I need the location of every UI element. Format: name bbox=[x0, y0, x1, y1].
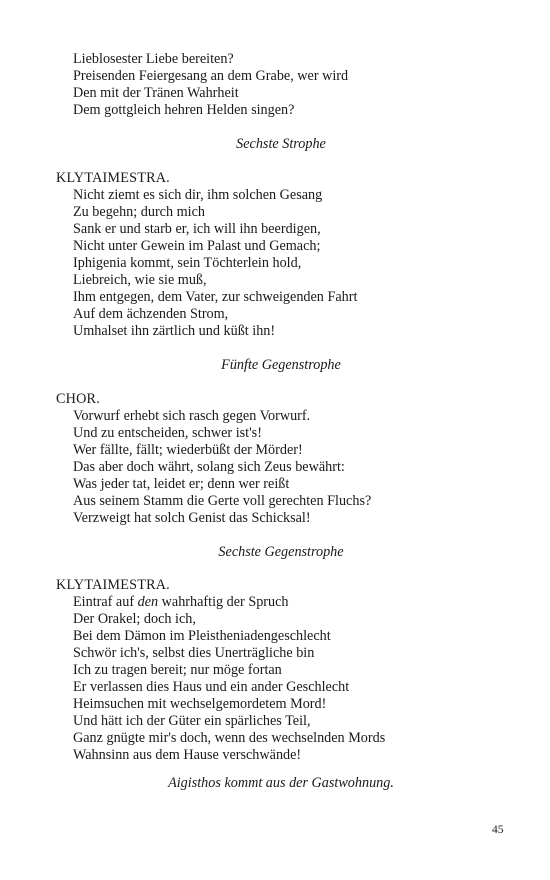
verse-line-start: Eintraf auf bbox=[73, 594, 135, 610]
verse-line: Wahnsinn aus dem Hause verschwände! bbox=[73, 747, 302, 763]
stage-direction: Aigisthos kommt aus der Gastwohnung. bbox=[168, 775, 394, 791]
verse-line: Und zu entscheiden, schwer ist's! bbox=[73, 425, 262, 441]
verse-line: Das aber doch währt, solang sich Zeus bewährt: bbox=[73, 459, 345, 475]
speaker-name: KLYTAIMESTRA. bbox=[56, 577, 170, 593]
verse-line: Liebreich, wie sie muß, bbox=[73, 272, 207, 288]
verse-line: Heimsuchen mit wechselgemordetem Mord! bbox=[73, 696, 327, 712]
verse-line-rest: wahrhaftig der Spruch bbox=[158, 594, 289, 610]
speaker-name: CHOR. bbox=[56, 391, 100, 407]
verse-line: Ich zu tragen bereit; nur möge fortan bbox=[73, 662, 282, 678]
verse-line: Ihm entgegen, dem Vater, zur schweigenden Fahrt bbox=[73, 289, 358, 305]
verse-line: Lieblosester Liebe bereiten? bbox=[73, 51, 234, 67]
speaker-name: KLYTAIMESTRA. bbox=[56, 170, 170, 186]
verse-line: Den mit der Tränen Wahrheit bbox=[73, 85, 239, 101]
section-heading: Sechste Gegenstrophe bbox=[218, 544, 344, 560]
verse-line: Wer fällte, fällt; wiederbüßt der Mörder! bbox=[73, 442, 303, 458]
verse-line: Ganz gnügte mir's doch, wenn des wechselnden Mords bbox=[73, 730, 386, 746]
verse-line: Iphigenia kommt, sein Töchterlein hold, bbox=[73, 255, 302, 271]
emphasized-word: den bbox=[137, 594, 159, 610]
verse-line: Sank er und starb er, ich will ihn beerdigen, bbox=[73, 221, 321, 237]
verse-line: Nicht ziemt es sich dir, ihm solchen Gesang bbox=[73, 187, 323, 203]
verse-line: Aus seinem Stamm die Gerte voll gerechten Fluchs? bbox=[73, 493, 372, 509]
verse-line: Was jeder tat, leidet er; denn wer reißt bbox=[73, 476, 290, 492]
verse-line: Vorwurf erhebt sich rasch gegen Vorwurf. bbox=[73, 408, 311, 424]
verse-line: Dem gottgleich hehren Helden singen? bbox=[73, 102, 295, 118]
verse-line: Umhalset ihn zärtlich und küßt ihn! bbox=[73, 323, 276, 339]
verse-line: Und hätt ich der Güter ein spärliches Teil, bbox=[73, 713, 311, 729]
verse-line: Bei dem Dämon im Pleistheniadengeschlecht bbox=[73, 628, 331, 644]
verse-line: Der Orakel; doch ich, bbox=[73, 611, 196, 627]
verse-line: Schwör ich's, selbst dies Unerträgliche bin bbox=[73, 645, 315, 661]
section-heading: Fünfte Gegenstrophe bbox=[221, 357, 341, 373]
page-number: 45 bbox=[492, 824, 504, 836]
verse-line: Verzweigt hat solch Genist das Schicksal! bbox=[73, 510, 311, 526]
verse-line: Er verlassen dies Haus und ein ander Geschlecht bbox=[73, 679, 350, 695]
section-heading: Sechste Strophe bbox=[236, 136, 326, 152]
verse-line: Zu begehn; durch mich bbox=[73, 204, 205, 220]
verse-line bbox=[73, 594, 289, 611]
verse-line: Preisenden Feiergesang an dem Grabe, wer wird bbox=[73, 68, 349, 84]
verse-line: Auf dem ächzenden Strom, bbox=[73, 306, 229, 322]
verse-line: Nicht unter Gewein im Palast und Gemach; bbox=[73, 238, 321, 254]
